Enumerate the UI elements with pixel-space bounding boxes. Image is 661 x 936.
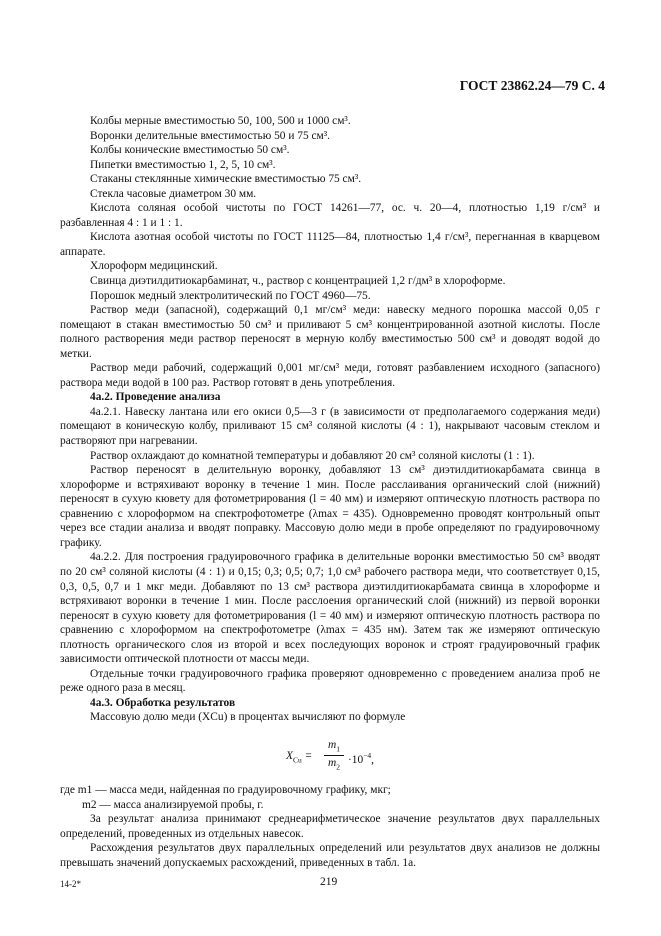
formula-num-var: m bbox=[328, 738, 337, 751]
paragraph: 4а.2.2. Для построения градуировочного графика в делительные воронки вместимостью 50 см³ вводят по 20 см³ соляной кислоты (4 : 1) и 0,15; 0,3; 0,5; 0,7; 1,0 см³ рабочего раствора меди, что соответствует 0,15, 0,3, 0,5, 0,7 и 1 мкг меди. Добавляют по 13 см³ раствора диэтилдитиокарбамата свинца в хлороформе и встряхивают воронки в течение 1 мин. После расслоения органический слой (нижний) из первой воронки переносят в сухую кювету для фотометрирования (l = 40 мм) и измеряют оптическую плотность раствора по сравнению с хлороформом на спектрофотометре (λmax = 435 нм). Затем так же измеряют оптическую плотность органического слоя из второй и всех последующих воронок и строят градуировочный график зависимости оптической плотности от массы меди. bbox=[60, 551, 600, 666]
paragraph: Порошок медный электролитический по ГОСТ 4960—75. bbox=[90, 289, 371, 302]
paragraph: 4а.2.1. Навеску лантана или его окиси 0,5—3 г (в зависимости от предполагаемого содержания меди) помещают в коническую колбу, приливают 15 см³ соляной кислоты (4 : 1), накрывают часовым стеклом и растворяют при нагревании. bbox=[60, 405, 600, 448]
paragraph: Раствор охлаждают до комнатной температуры и добавляют 20 см³ соляной кислоты (1 : 1). bbox=[90, 449, 535, 462]
formula-exponent: −4 bbox=[363, 750, 372, 760]
formula-den-sub: 2 bbox=[336, 762, 340, 772]
paragraph: Массовую долю меди (XCu) в процентах вычисляют по формуле bbox=[90, 711, 406, 724]
formula-tail-text: ·10 bbox=[348, 753, 364, 766]
definition-m1: где m1 — масса меди, найденная по градуировочному графику, мкг; bbox=[60, 783, 391, 796]
variable-definitions bbox=[60, 783, 600, 812]
paragraph: Стекла часовые диаметром 30 мм. bbox=[90, 187, 257, 200]
paragraph: Свинца диэтилдитиокарбаминат, ч., раствор с концентрацией 1,2 г/дм³ в хлороформе. bbox=[90, 275, 506, 288]
paragraph: Раствор меди рабочий, содержащий 0,001 мг/см³ меди, готовят разбавлением исходного (запасного) раствора меди водой в 100 раз. Раствор готовят в день употребления. bbox=[60, 362, 600, 389]
formula-lhs bbox=[286, 749, 312, 768]
paragraph: Раствор переносят в делительную воронку, добавляют 13 см³ диэтилдитиокарбамата свинца в хлороформе и встряхивают воронку в течение 1 мин. После расслаивания органический слой (нижний) переносят в сухую кювету для фотометрирования (l = 40 мм) и измеряют оптическую плотность раствора по сравнению с хлороформом на спектрофотометре (λmax = 435). Одновременно проводят контрольный опыт через все стадии анализа и вводят поправку. Массовую долю меди в пробе определяют по градуировочному графику. bbox=[60, 464, 600, 549]
page-number: 219 bbox=[320, 876, 338, 888]
formula bbox=[286, 739, 600, 773]
paragraph: Кислота азотная особой чистоты по ГОСТ 11125—84, плотностью 1,4 г/см³, перегнанная в кварцевом аппарате. bbox=[60, 231, 600, 258]
section-heading: 4а.2. Проведение анализа bbox=[90, 391, 221, 404]
definition-m2: m2 — масса анализируемой пробы, г. bbox=[82, 798, 264, 811]
paragraph: Расхождения результатов двух параллельных определений или результатов двух анализов не должны превышать значений допускаемых расхождений, приведенных в табл. 1а. bbox=[60, 842, 600, 869]
formula-lhs-var: X bbox=[286, 749, 293, 762]
formula-num-sub: 1 bbox=[336, 744, 340, 754]
paragraph: Колбы конические вместимостью 50 см³. bbox=[90, 144, 290, 157]
paragraph: Стаканы стеклянные химические вместимостью 75 см³. bbox=[90, 173, 362, 186]
formula-equals: = bbox=[301, 749, 313, 762]
standard-header: ГОСТ 23862.24—79 С. 4 bbox=[459, 78, 605, 93]
formula-fraction bbox=[324, 739, 344, 775]
sheet-mark: 14-2* bbox=[60, 879, 81, 889]
paragraph: За результат анализа принимают среднеарифметическое значение результатов двух параллельных определений, проведенных из отдельных навесок. bbox=[60, 813, 600, 840]
paragraph: Колбы мерные вместимостью 50, 100, 500 и 1000 см³. bbox=[90, 115, 351, 127]
paragraph: Хлороформ медицинский. bbox=[90, 260, 218, 273]
document-body bbox=[60, 114, 600, 870]
paragraph: Пипетки вместимостью 1, 2, 5, 10 см³. bbox=[90, 158, 276, 171]
section-heading: 4а.3. Обработка результатов bbox=[90, 696, 236, 709]
formula-lhs-sub: Cu bbox=[292, 755, 302, 765]
paragraph: Кислота соляная особой чистоты по ГОСТ 14261—77, ос. ч. 20—4, плотностью 1,19 г/см³ и разбавленная 4 : 1 и 1 : 1. bbox=[60, 202, 600, 229]
paragraph: Отдельные точки градуировочного графика проверяют одновременно с проведением анализа проб не реже одного раза в месяц. bbox=[60, 667, 600, 695]
formula-den-var: m bbox=[328, 757, 337, 770]
formula-end: , bbox=[371, 753, 375, 766]
paragraph: Воронки делительные вместимостью 50 и 75 см³. bbox=[90, 129, 331, 142]
paragraph: Раствор меди (запасной), содержащий 0,1 мг/см³ меди: навеску медного порошка массой 0,05 г помещают в стакан вместимостью 50 см³ и приливают 5 см³ концентрированной азотной кислоты. После полного растворения меди раствор переносят в мерную колбу вместимостью 500 см³ и доводят водой до метки. bbox=[60, 304, 600, 360]
formula-numerator bbox=[324, 739, 344, 756]
formula-tail bbox=[348, 749, 374, 767]
formula-denominator bbox=[324, 756, 344, 774]
